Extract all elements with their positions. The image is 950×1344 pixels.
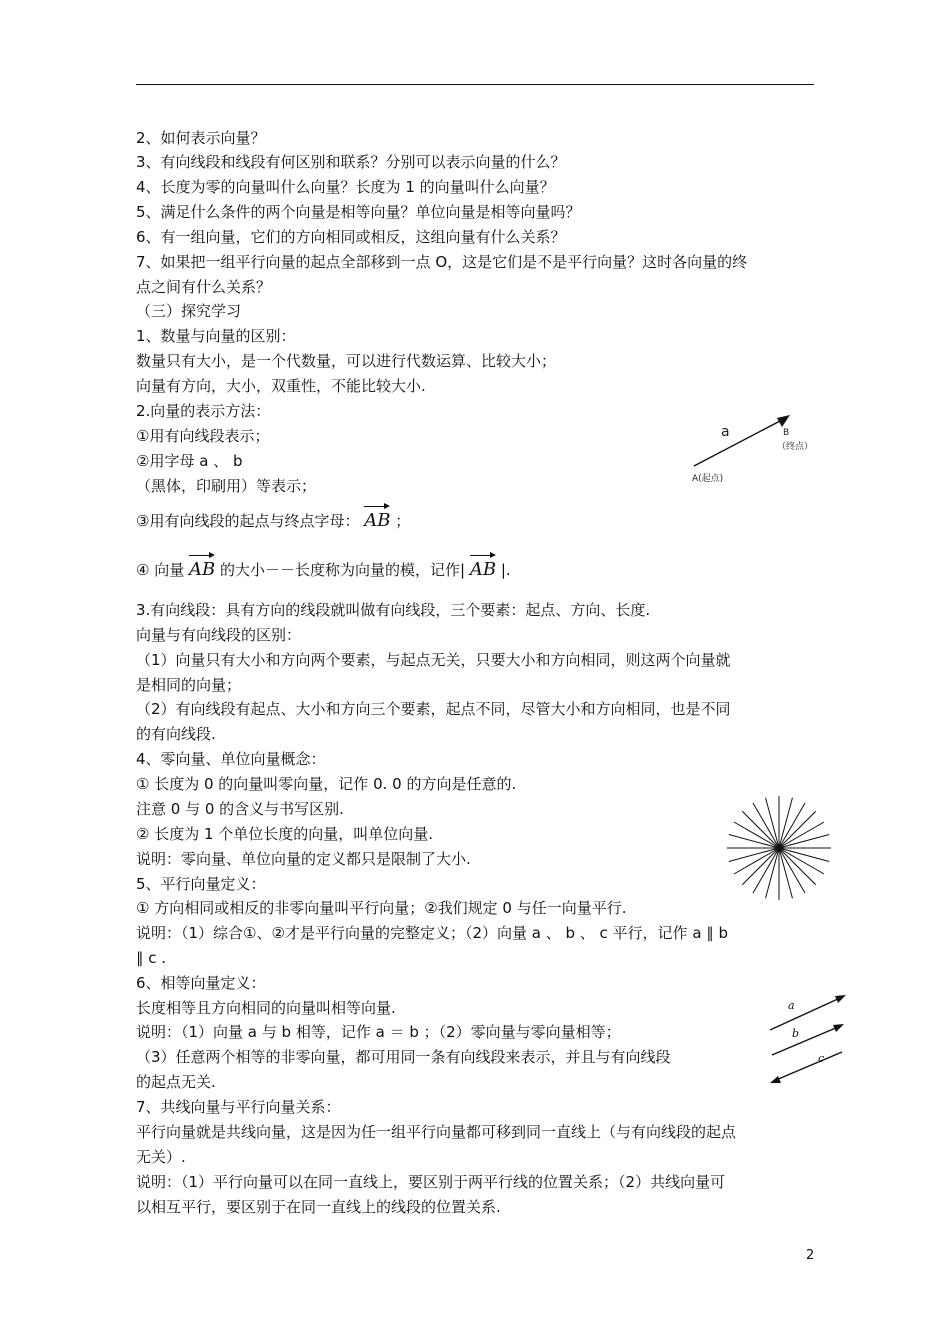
question-5: 5、满足什么条件的两个向量是相等向量？单位向量是相等向量吗？ [136, 203, 581, 221]
point-6-text-a: 长度相等且方向相同的向量叫相等向量. [136, 999, 396, 1017]
question-2: 2、如何表示向量？ [136, 129, 266, 147]
vector-a-line [770, 998, 840, 1030]
point-4-text-c: ② 长度为 1 个单位长度的向量，叫单位向量. [136, 825, 434, 843]
section-heading-3: （三）探究学习 [136, 302, 242, 320]
point-5-text-b2: ∥ c . [136, 949, 167, 967]
point-6-text-c1: （3）任意两个相等的非零向量，都可用同一条有向线段来表示，并且与有向线段 [136, 1048, 671, 1066]
vector-ab-notation: AB [364, 506, 390, 534]
point-4-text-b: 注意 0 与 0 的含义与书写区别. [136, 800, 344, 818]
point-3-text-c2: 的有向线段. [136, 725, 216, 743]
label-start-point: A(起点) [692, 474, 724, 484]
vector-b-line [772, 1027, 838, 1055]
point-6-text-c2: 的起点无关. [136, 1073, 216, 1091]
point-1-text-b: 向量有方向，大小，双重性，不能比较大小. [136, 377, 426, 395]
arrow-a-icon [835, 995, 846, 1003]
zero-vector-star-figure [724, 793, 834, 903]
point-4-text-d: 说明：零向量、单位向量的定义都只是限制了大小. [136, 850, 471, 868]
question-6: 6、有一组向量，它们的方向相同或相反，这组向量有什么关系？ [136, 228, 566, 246]
point-1-text-a: 数量只有大小，是一个代数量，可以进行代数运算、比较大小； [136, 352, 557, 370]
point-5-text-a: ① 方向相同或相反的非零向量叫平行向量；②我们规定 0 与任一向量平行. [136, 899, 627, 917]
point-2-item-1: ①用有向线段表示； [136, 427, 270, 445]
point-2-item-4 [136, 555, 511, 583]
vector-c-line [776, 1052, 842, 1080]
segment-line [694, 421, 780, 466]
point-1-heading: 1、数量与向量的区别： [136, 327, 296, 345]
item-3-end: ； [395, 512, 411, 530]
point-2-heading: 2.向量的表示方法： [136, 402, 271, 420]
label-a: a [721, 424, 730, 440]
point-2-item-2-cont: （黑体，印刷用）等表示； [136, 477, 317, 495]
question-4: 4、长度为零的向量叫什么向量？长度为 1 的向量叫什么向量？ [136, 178, 555, 196]
equal-vectors-figure [760, 985, 860, 1085]
arrow-c-icon [770, 1076, 781, 1083]
point-3-text-b2: 是相同的向量； [136, 676, 242, 694]
point-7-text-b1: 说明：（1）平行向量可以在同一直线上，要区别于两平行线的位置关系；（2）共线向量可 [136, 1173, 726, 1191]
header-rule [136, 84, 814, 85]
directed-segment-figure [680, 405, 830, 490]
label-end-point: （终点） [777, 442, 814, 452]
point-7-text-a1: 平行向量就是共线向量，这是因为任一组平行向量都可移到同一直线上（与有向线段的起点 [136, 1123, 737, 1141]
item-4-prefix: ④ 向量 [136, 561, 185, 579]
point-6-heading: 6、相等向量定义： [136, 974, 266, 992]
point-4-heading: 4、零向量、单位向量概念： [136, 750, 326, 768]
point-3-text-b1: （1）向量只有大小和方向两个要素，与起点无关，只要大小和方向相同，则这两个向量就 [136, 651, 731, 669]
label-vector-b: b [792, 1027, 800, 1040]
point-7-text-a2: 无关）. [136, 1148, 186, 1166]
item-4-suffix: |. [500, 561, 511, 579]
label-vector-a: a [788, 999, 795, 1012]
question-7-line2: 点之间有什么关系？ [136, 278, 272, 296]
point-5-heading: 5、平行向量定义： [136, 875, 266, 893]
item-3-text: ③用有向线段的起点与终点字母： [136, 512, 360, 530]
arrow-b-icon [833, 1024, 844, 1032]
point-5-text-b1: 说明：（1）综合①、②才是平行向量的完整定义；（2）向量 a 、 b 、 c 平行，记作 a ∥ b [136, 924, 729, 942]
point-4-text-a: ① 长度为 0 的向量叫零向量，记作 0. 0 的方向是任意的. [136, 775, 517, 793]
point-7-text-b2: 以相互平行，要区别于在同一直线上的线段的位置关系. [136, 1198, 501, 1216]
item-4-middle: 的大小－－长度称为向量的模，记作| [220, 561, 466, 579]
point-7-heading: 7、共线向量与平行向量关系： [136, 1098, 341, 1116]
point-3-text-a: 向量与有向线段的区别： [136, 626, 302, 644]
vector-ab-modulus: AB [470, 555, 496, 583]
point-3-heading: 3.有向线段：具有方向的线段就叫做有向线段，三个要素：起点、方向、长度. [136, 601, 651, 619]
page-number: 2 [806, 1248, 815, 1263]
point-2-item-3 [136, 506, 410, 534]
point-6-text-b: 说明：（1）向量 a 与 b 相等，记作 a ＝ b ；（2）零向量与零向量相等； [136, 1023, 621, 1041]
question-7-line1: 7、如果把一组平行向量的起点全部移到一点 O，这是它们是不是平行向量？这时各向量的终 [136, 253, 748, 271]
question-3: 3、有向线段和线段有何区别和联系？分别可以表示向量的什么？ [136, 153, 566, 171]
point-2-item-2: ②用字母 a 、 b [136, 452, 243, 470]
arrowhead-icon [777, 415, 790, 427]
label-vector-c: c [818, 1052, 825, 1065]
point-3-text-c1: （2）有向线段有起点、大小和方向三个要素，起点不同，尽管大小和方向相同，也是不同 [136, 700, 731, 718]
vector-ab-notation: AB [189, 555, 215, 583]
label-b: B [783, 428, 790, 438]
